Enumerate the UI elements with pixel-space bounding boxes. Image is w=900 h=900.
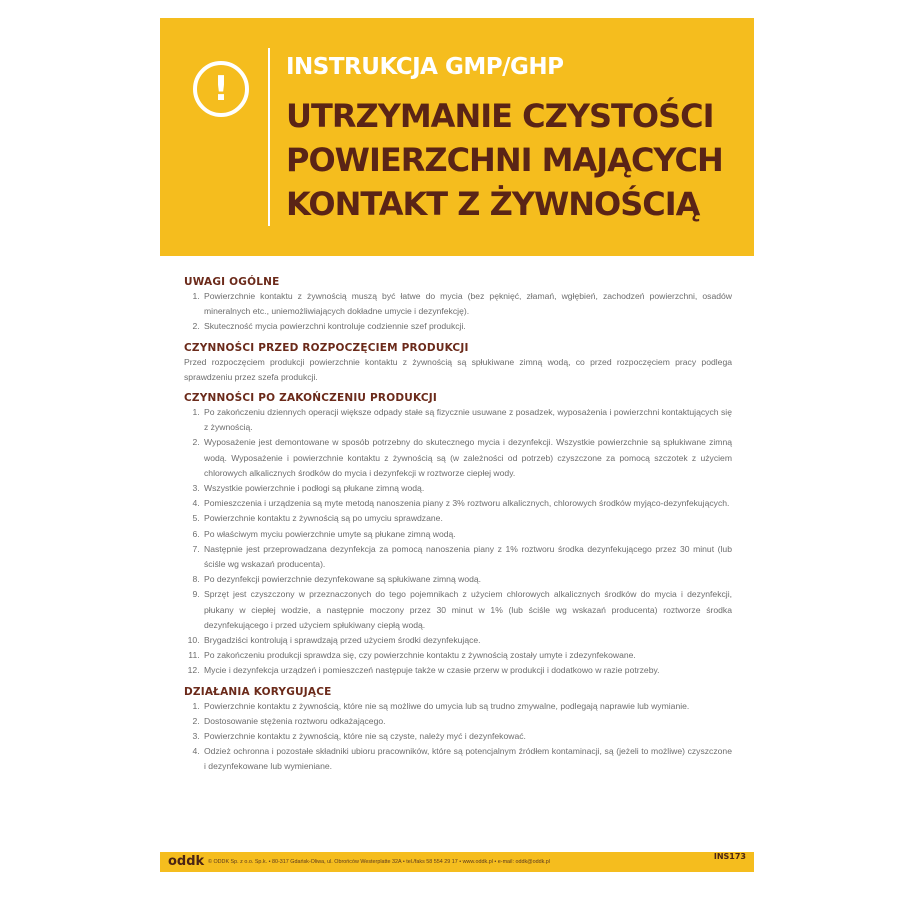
list-item: 1. Po zakończeniu dziennych operacji większe odpady stałe są fizycznie usuwane z posadzek, wyposażenia i powierzchni kontaktujących się z żywnością. (202, 405, 732, 435)
list-item: 2. Dostosowanie stężenia roztworu odkażającego. (202, 714, 732, 729)
oddk-logo: oddk (168, 854, 205, 869)
title-line: POWIERZCHNI MAJĄCYCH (286, 141, 723, 179)
list-item: 1. Powierzchnie kontaktu z żywnością, które nie są możliwe do umycia lub są trudno zmywalne, podlegają naprawie lub wymianie. (202, 699, 732, 714)
corrective-actions-list (184, 699, 732, 775)
section-paragraph: Przed rozpoczęciem produkcji powierzchnie kontaktu z żywnością są spłukiwane zimną wodą, co przed rozpoczęciem pracy podlega sprawdzeniu przez szefa produkcji. (184, 356, 732, 382)
list-item: 12. Mycie i dezynfekcja urządzeń i pomieszczeń następuje także w czasie przerw w produkcji i dodatkowo w razie potrzeby. (202, 663, 732, 678)
section-corrective-actions (184, 686, 732, 775)
section-after-production (184, 392, 732, 679)
list-item: 6. Po właściwym myciu powierzchnie umyte są płukane zimną wodą. (202, 527, 732, 542)
list-item: 11. Po zakończeniu produkcji sprawdza się, czy powierzchnie kontaktu z żywnością zostały umyte i zdezynfekowane. (202, 648, 732, 663)
list-item: 5. Powierzchnie kontaktu z żywnością są po umyciu sprawdzane. (202, 511, 732, 526)
after-production-list (184, 405, 732, 679)
list-item: 1. Powierzchnie kontaktu z żywnością muszą być łatwe do mycia (bez pęknięć, złamań, wgłębień, zachodzeń powierzchni, osadów mineralnych etc., uniemożliwiających dokładne umycie i dezynfekcję). (202, 289, 732, 319)
list-item: 2. Wyposażenie jest demontowane w sposób potrzebny do skutecznego mycia i dezynfekcji. Wszystkie powierzchnie są spłukiwane zimną wodą. Wyposażenie i powierzchnie kontaktu z żywnością są (w zależności od potrzeb) czyszczone za pomocą szczotek z użyciem chlorowych alkalicznych środków do mycia i dezynfekcji w roztworze ciepłej wody. (202, 435, 732, 481)
section-general-notes (184, 276, 732, 335)
poster-header (160, 18, 754, 256)
list-item: 10. Brygadziści kontrolują i sprawdzają przed użyciem środki dezynfekujące. (202, 633, 732, 648)
document-code: INS173 (713, 852, 746, 861)
instruction-poster (160, 18, 754, 880)
poster-title (286, 94, 746, 226)
list-item: 4. Odzież ochronna i pozostałe składniki ubioru pracowników, które są potencjalnym źródłem kontaminacji, są (jeżeli to możliwe) czyszczone i dezynfekowane lub wymieniane. (202, 744, 732, 774)
poster-content (184, 276, 732, 782)
footer-contact-text: © ODDK Sp. z o.o. Sp.k. • 80-317 Gdańsk-Oliwa, ul. Obrońców Westerplatte 32A • tel./faks 58 554 29 17 • www.oddk.pl • e-mail: oddk@oddk.pl (208, 859, 550, 865)
section-before-production (184, 342, 732, 385)
list-item: 9. Sprzęt jest czyszczony w przeznaczonych do tego pojemnikach z użyciem chlorowych alkalicznych środków do mycia i dezynfekcji, płukany w ciepłej wodzie, a następnie moczony przez 30 minut w 1% (lub ściśle wg wskazań producenta) roztworze środka dezynfekującego i przed użyciem spłukiwany ciepłą wodą. (202, 587, 732, 633)
poster-footer (160, 852, 754, 872)
title-line: KONTAKT Z ŻYWNOŚCIĄ (286, 185, 700, 223)
list-item: 7. Następnie jest przeprowadzana dezynfekcja za pomocą nanoszenia piany z 1% roztworu środka dezynfekującego przez 30 minut (lub ściśle wg wskazań producenta). (202, 542, 732, 572)
poster-kicker: INSTRUKCJA GMP/GHP (286, 54, 564, 80)
section-heading: CZYNNOŚCI PRZED ROZPOCZĘCIEM PRODUKCJI (184, 341, 469, 354)
title-line: UTRZYMANIE CZYSTOŚCI (286, 97, 714, 135)
general-notes-list (184, 289, 732, 335)
list-item: 2. Skuteczność mycia powierzchni kontroluje codziennie szef produkcji. (202, 319, 732, 334)
list-item: 3. Wszystkie powierzchnie i podłogi są płukane zimną wodą. (202, 481, 732, 496)
section-heading: CZYNNOŚCI PO ZAKOŃCZENIU PRODUKCJI (184, 392, 437, 405)
exclamation-circle-icon: ! (193, 61, 249, 117)
list-item: 8. Po dezynfekcji powierzchnie dezynfekowane są spłukiwane zimną wodą. (202, 572, 732, 587)
section-heading: UWAGI OGÓLNE (184, 276, 280, 288)
header-divider (268, 48, 270, 226)
list-item: 3. Powierzchnie kontaktu z żywnością, które nie są czyste, należy myć i dezynfekować. (202, 729, 732, 744)
list-item: 4. Pomieszczenia i urządzenia są myte metodą nanoszenia piany z 3% roztworu alkalicznych, chlorowych środków myjąco-dezynfekujących. (202, 496, 732, 511)
section-heading: DZIAŁANIA KORYGUJĄCE (184, 685, 332, 698)
